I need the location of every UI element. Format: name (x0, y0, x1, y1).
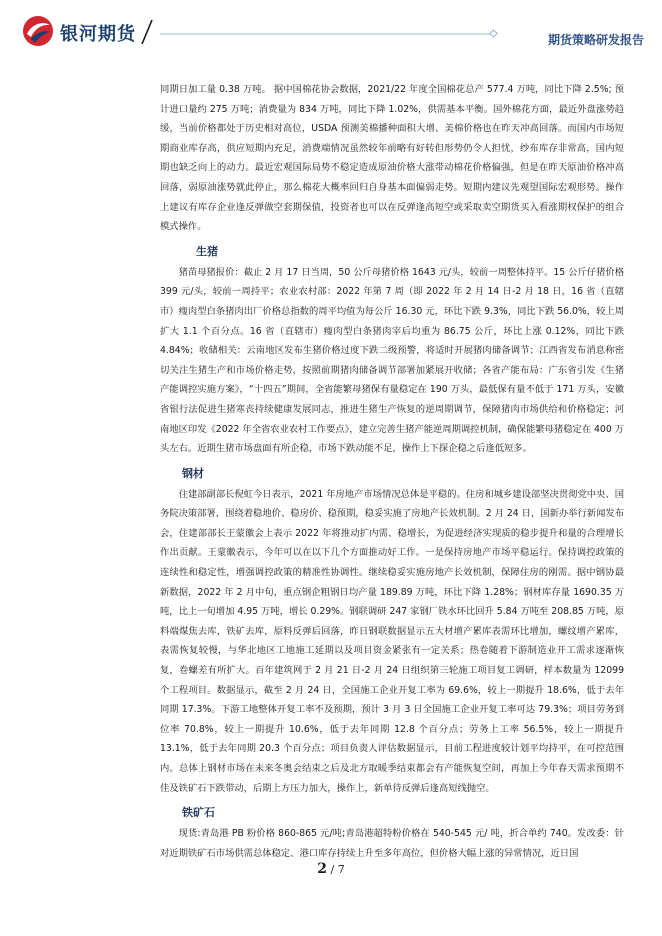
page-number (0, 858, 662, 877)
cotton-paragraph: 同期日加工量 0.38 万吨。 据中国棉花协会数据，2021/22 年度全国棉花总产 577.4 万吨，同比下降 2.5%; 预计进口量约 275 万吨；消费量为 834 万吨，同比下降 1.02%，供需基本平衡。国外棉花方面，最近外盘涨势趋缓，当前价格都处于历史相对高位，USDA 预测美棉播种面积大增、美棉价格也在昨天冲高回落。而国内市场短期商业库存高，供应短期内充足，消费端情况虽然较年前略有好转但形势仍令人担忧，纱布库存非常高，国内短期也缺乏向上的动力。最近宏观国际局势不稳定造成原油价格大涨带动棉花价格偏强，但是在昨天原油价格冲高回落，弱原油涨势就此停止，那么棉花大概率回归自身基本面偏弱走势。短期内建议先观望国际宏观形势。操作上建议有库存企业逢反弹做空套期保值，投资者也可以在反弹逢高短空或采取卖空期货买入看涨期权保护的组合模式操作。 (160, 84, 624, 233)
report-body (160, 80, 624, 863)
pig-paragraph: 猪苗母猪报价：截止 2 月 17 日当周，50 公斤母猪价格 1643 元/头，较前一周整体持平。15 公斤仔猪价格 399 元/头，较前一周持平；农业农村部：2022 年第 7 周（即 2022 年 2 月 14 日-2 月 18 日，16 省（直辖市）瘦肉型白条猪肉出厂价格总指数的周平均值为每公斤 16.30 元，环比下跌 9.3%，同比下跌 56.0%，较上周扩大 1.1 个百分点。16 省（直辖市）瘦肉型白条猪肉宰后均重为 86.75 公斤，环比上涨 0.12%，同比下跌 4.84%；收储相关：云南地区发布生猪价格过度下跌二级预警，将适时开展猪肉储备调节；江西省发布消息称密切关注生猪生产和市场价格走势，按照前期猪肉储备调节部署加紧展开收储；各省产能布局：广东省引发《生猪产能调控实施方案》，“十四五”期间，全省能繁母猪保有量稳定在 190 万头，最低保有量不低于 171 万头，安徽省银行法促进生猪寒丧持续健康发展同志，推进生猪生产恢复的逆周期调节，保障猪肉市场供给和价格稳定；河南地区印发《2022 年全省农业农村工作要点》，建立完善生猪产能逆周期调控机制，确保能繁母猪稳定在 400 万头左右。近期生猪市场盘面有所企稳，市场下跌动能不足，操作上下探企稳之后逢低短多。 (160, 266, 624, 455)
report-title: 期货策略研发报告 (547, 33, 644, 47)
slash-divider-icon (140, 18, 154, 46)
page-current: 2 (317, 861, 328, 877)
section-title-iron-ore: 铁矿石 (182, 806, 215, 820)
iron-ore-paragraph: 现货:青岛港 PB 粉价格 860-865 元/吨;青岛港超特粉价格在 540-545 元/ 吨，折合单约 740。发改委：针对近期铁矿石市场供需总体稳定、港口库存持续上升至多年高位，但价格大幅上涨的异常情况，近日国 (160, 828, 624, 859)
section-title-steel: 钢材 (182, 466, 204, 480)
header-rule (160, 30, 500, 38)
brand-name: 银河期货 (60, 24, 136, 45)
steel-paragraph: 住建部副部长倪虹今日表示，2021 年房地产市场情况总体是平稳的。住房和城乡建设部坚决贯彻党中央、国务院决策部署，围绕着稳地价、稳房价、稳预期，稳妥实施了房地产长效机制。2 月 24 日，国新办举行新闻发布会，住建部部长王蒙徽会上表示 2022 年将推动扩内需、稳增长，为促进经济实现质的稳步提升和量的合理增长作出贡献。王蒙徽表示，今年可以在以下几个方面推动好工作。一是保持房地产市场平稳运行。保持调控政策的连续性和稳定性，增强调控政策的精准性协调性。继续稳妥实施房地产长效机制，保障住房的刚需。据中钢协最新数据，2022 年 2 月中旬，重点钢企粗钢日均产量 189.89 万吨，环比下降 1.28%；钢材库存量 1690.35 万吨，比上一旬增加 4.95 万吨，增长 0.29%。钢联调研 247 家钢厂铁水环比回升 5.84 万吨至 208.85 万吨，原料端煤焦去库，铁矿去库，原料反弹后回落，昨日钢联数据显示五大材增产累库表需环比增加，螺纹增产累库，表需恢复较慢，与华北地区工地施工延期以及项目资金紧张有一定关系；热卷随着下游制造业开工需求逐渐恢复，卷螺差有所扩大。百年建筑网于 2 月 21 日-2 月 24 日组织第三轮施工项目复工调研，样本数量为 12099 个工程项目。数据显示，截至 2 月 24 日，全国施工企业开复工率为 69.6%，较上一期提升 18.6%，低于去年同期 17.3%。下游工地整体开复工率不及预期，预计 3 月 3 日全国施工企业开复工率可达 79.3%；项目劳务到位率 70.8%，较上一期提升 10.6%，低于去年同期 12.8 个百分点；劳务上工率 56.5%，较上一期提升 13.1%，低于去年同期 20.3 个百分点；项目负责人评估数据显示，目前工程进度较计划平均持平，在可控范围内。总体上钢材市场在未来冬奥会结束之后及北方取暖季结束都会有产能恢复空间，再加上今年春天需求预期不佳及铁矿石下跌带动，后期上方压力加大，操作上，新单待反弹后逢高短线抛空。 (160, 488, 624, 794)
page-total: / 7 (327, 863, 345, 876)
page-header (0, 0, 662, 62)
section-title-pig: 生猪 (196, 244, 218, 258)
galaxy-logo-icon (22, 15, 54, 47)
